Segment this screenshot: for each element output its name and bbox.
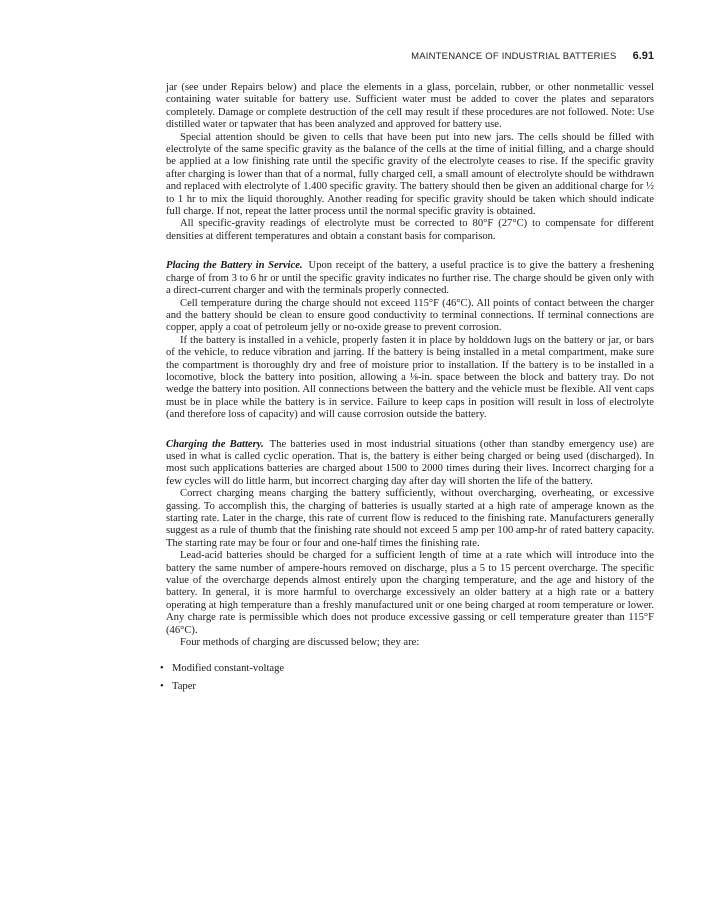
list-item-text: Taper (172, 680, 196, 692)
paragraph-cell-temperature: Cell temperature during the charge should not exceed 115°F (46°C). All points of contact between the charger and the battery should be clean to ensure good conductivity to terminal connections. If terminal connections are copper, apply a coat of petroleum jelly or no-oxide grease to prevent corrosion. (166, 297, 654, 334)
paragraph-lead-acid: Lead-acid batteries should be charged for a sufficient length of time at a rate which will introduce into the battery the same number of ampere-hours removed on discharge, plus a 5 to 15 percent overcharge. The specific value of the overcharge depends almost entirely upon the charging temperature, and the age and history of the battery. In general, it is more harmful to overcharge excessively an older battery at a high rate or a battery operating at high temperature than a freshly manufactured unit or one being charged at room temperature or lower. Any charge rate is permissible which does not produce excessive gassing or cell temperature greater than 115°F (46°C). (166, 550, 654, 636)
charging-intro-text: The batteries used in most industrial situations (other than standby emergency use) are used in what is called cyclic operation. That is, the battery is either being charged or being used (discharged). In most such applications batteries are charged about 1500 to 2000 times during their lives. Incorrect charging for a few cycles will do little harm, but incorrect charging day after day will shorten the life of the battery. (166, 438, 655, 487)
charging-methods-list (160, 663, 654, 693)
page-number: 6.91 (632, 50, 654, 62)
running-header (166, 50, 654, 62)
section-placing-intro (166, 260, 654, 297)
bullet-icon: • (160, 680, 164, 692)
section-charging-intro (166, 439, 654, 489)
paragraph-four-methods: Four methods of charging are discussed below; they are: (180, 637, 420, 649)
list-item (160, 681, 654, 693)
list-item-text: Modified constant-voltage (172, 663, 285, 675)
paragraph-vehicle-install: If the battery is installed in a vehicle, properly fasten it in place by holddown lugs on the battery or jar, or bars of the vehicle, to reduce vibration and jarring. If the battery is being installed in a metal compartment, make sure the compartment is thoroughly dry and free of moisture prior to installation. If the battery is to be installed in a locomotive, block the battery into position, allowing a ⅛-in. space between the block and battery tray. Do not wedge the battery into position. All connections between the battery and the vehicle must be flexible. All vent caps must be in place while the battery is in service. Failure to keep caps in position will result in loss of electrolyte (and therefore loss of capacity) and will cause corrosion outside the battery. (166, 334, 654, 421)
bullet-icon: • (160, 663, 164, 675)
paragraph-correct-charging: Correct charging means charging the battery sufficiently, without overcharging, overheating, or excessive gassing. To accomplish this, the charging of batteries is usually started at a high rate of amperage known as the starting rate. Later in the charge, this rate of current flow is reduced to the finishing rate. Manufacturers generally suggest as a rule of thumb that the finishing rate should not exceed 5 amp per 100 amp-hr of rated battery capacity. The starting rate may be four or four and one-half times the finishing rate. (166, 488, 654, 549)
running-title: MAINTENANCE OF INDUSTRIAL BATTERIES (411, 51, 617, 62)
section-heading-charging: Charging the Battery. (166, 438, 264, 450)
body-text (160, 82, 655, 698)
paragraph-continued: jar (see under Repairs below) and place the elements in a glass, porcelain, rubber, or other nonmetallic vessel containing water suitable for battery use. Sufficient water must be added to cover the plates and separators completely. Damage or complete destruction of the cell may result if these procedures are not followed. Note: Use distilled water or tapwater that has been analyzed and approved for battery use. (166, 82, 654, 131)
list-item (160, 663, 654, 675)
paragraph-specific-gravity: All specific-gravity readings of electrolyte must be corrected to 80°F (27°C) to compensate for different densities at different temperatures and obtain a constant basis for comparison. (166, 218, 654, 242)
placing-intro-text: Upon receipt of the battery, a useful practice is to give the battery a freshening charge of from 3 to 6 hr or until the specific gravity indicates no further rise. The charge should be given only with a direct-current charger and with the terminals properly connected. (166, 260, 654, 297)
paragraph-new-jars: Special attention should be given to cells that have been put into new jars. The cells should be filled with electrolyte of the same specific gravity as the balance of the cells at the time of initial filling, and a charge should be applied at a low finishing rate until the specific gravity of the electrolyte ceases to rise. If the specific gravity after charging is lower than that of a normal, fully charged cell, a small amount of electrolyte should be withdrawn and replaced with electrolyte of 1.400 specific gravity. The battery should then be given an additional charge for ½ to 1 hr to mix the liquid thoroughly. Another reading for specific gravity should be taken which should indicate full charge. If not, repeat the latter process until the normal specific gravity is obtained. (166, 131, 654, 218)
section-heading-placing: Placing the Battery in Service. (166, 260, 303, 272)
